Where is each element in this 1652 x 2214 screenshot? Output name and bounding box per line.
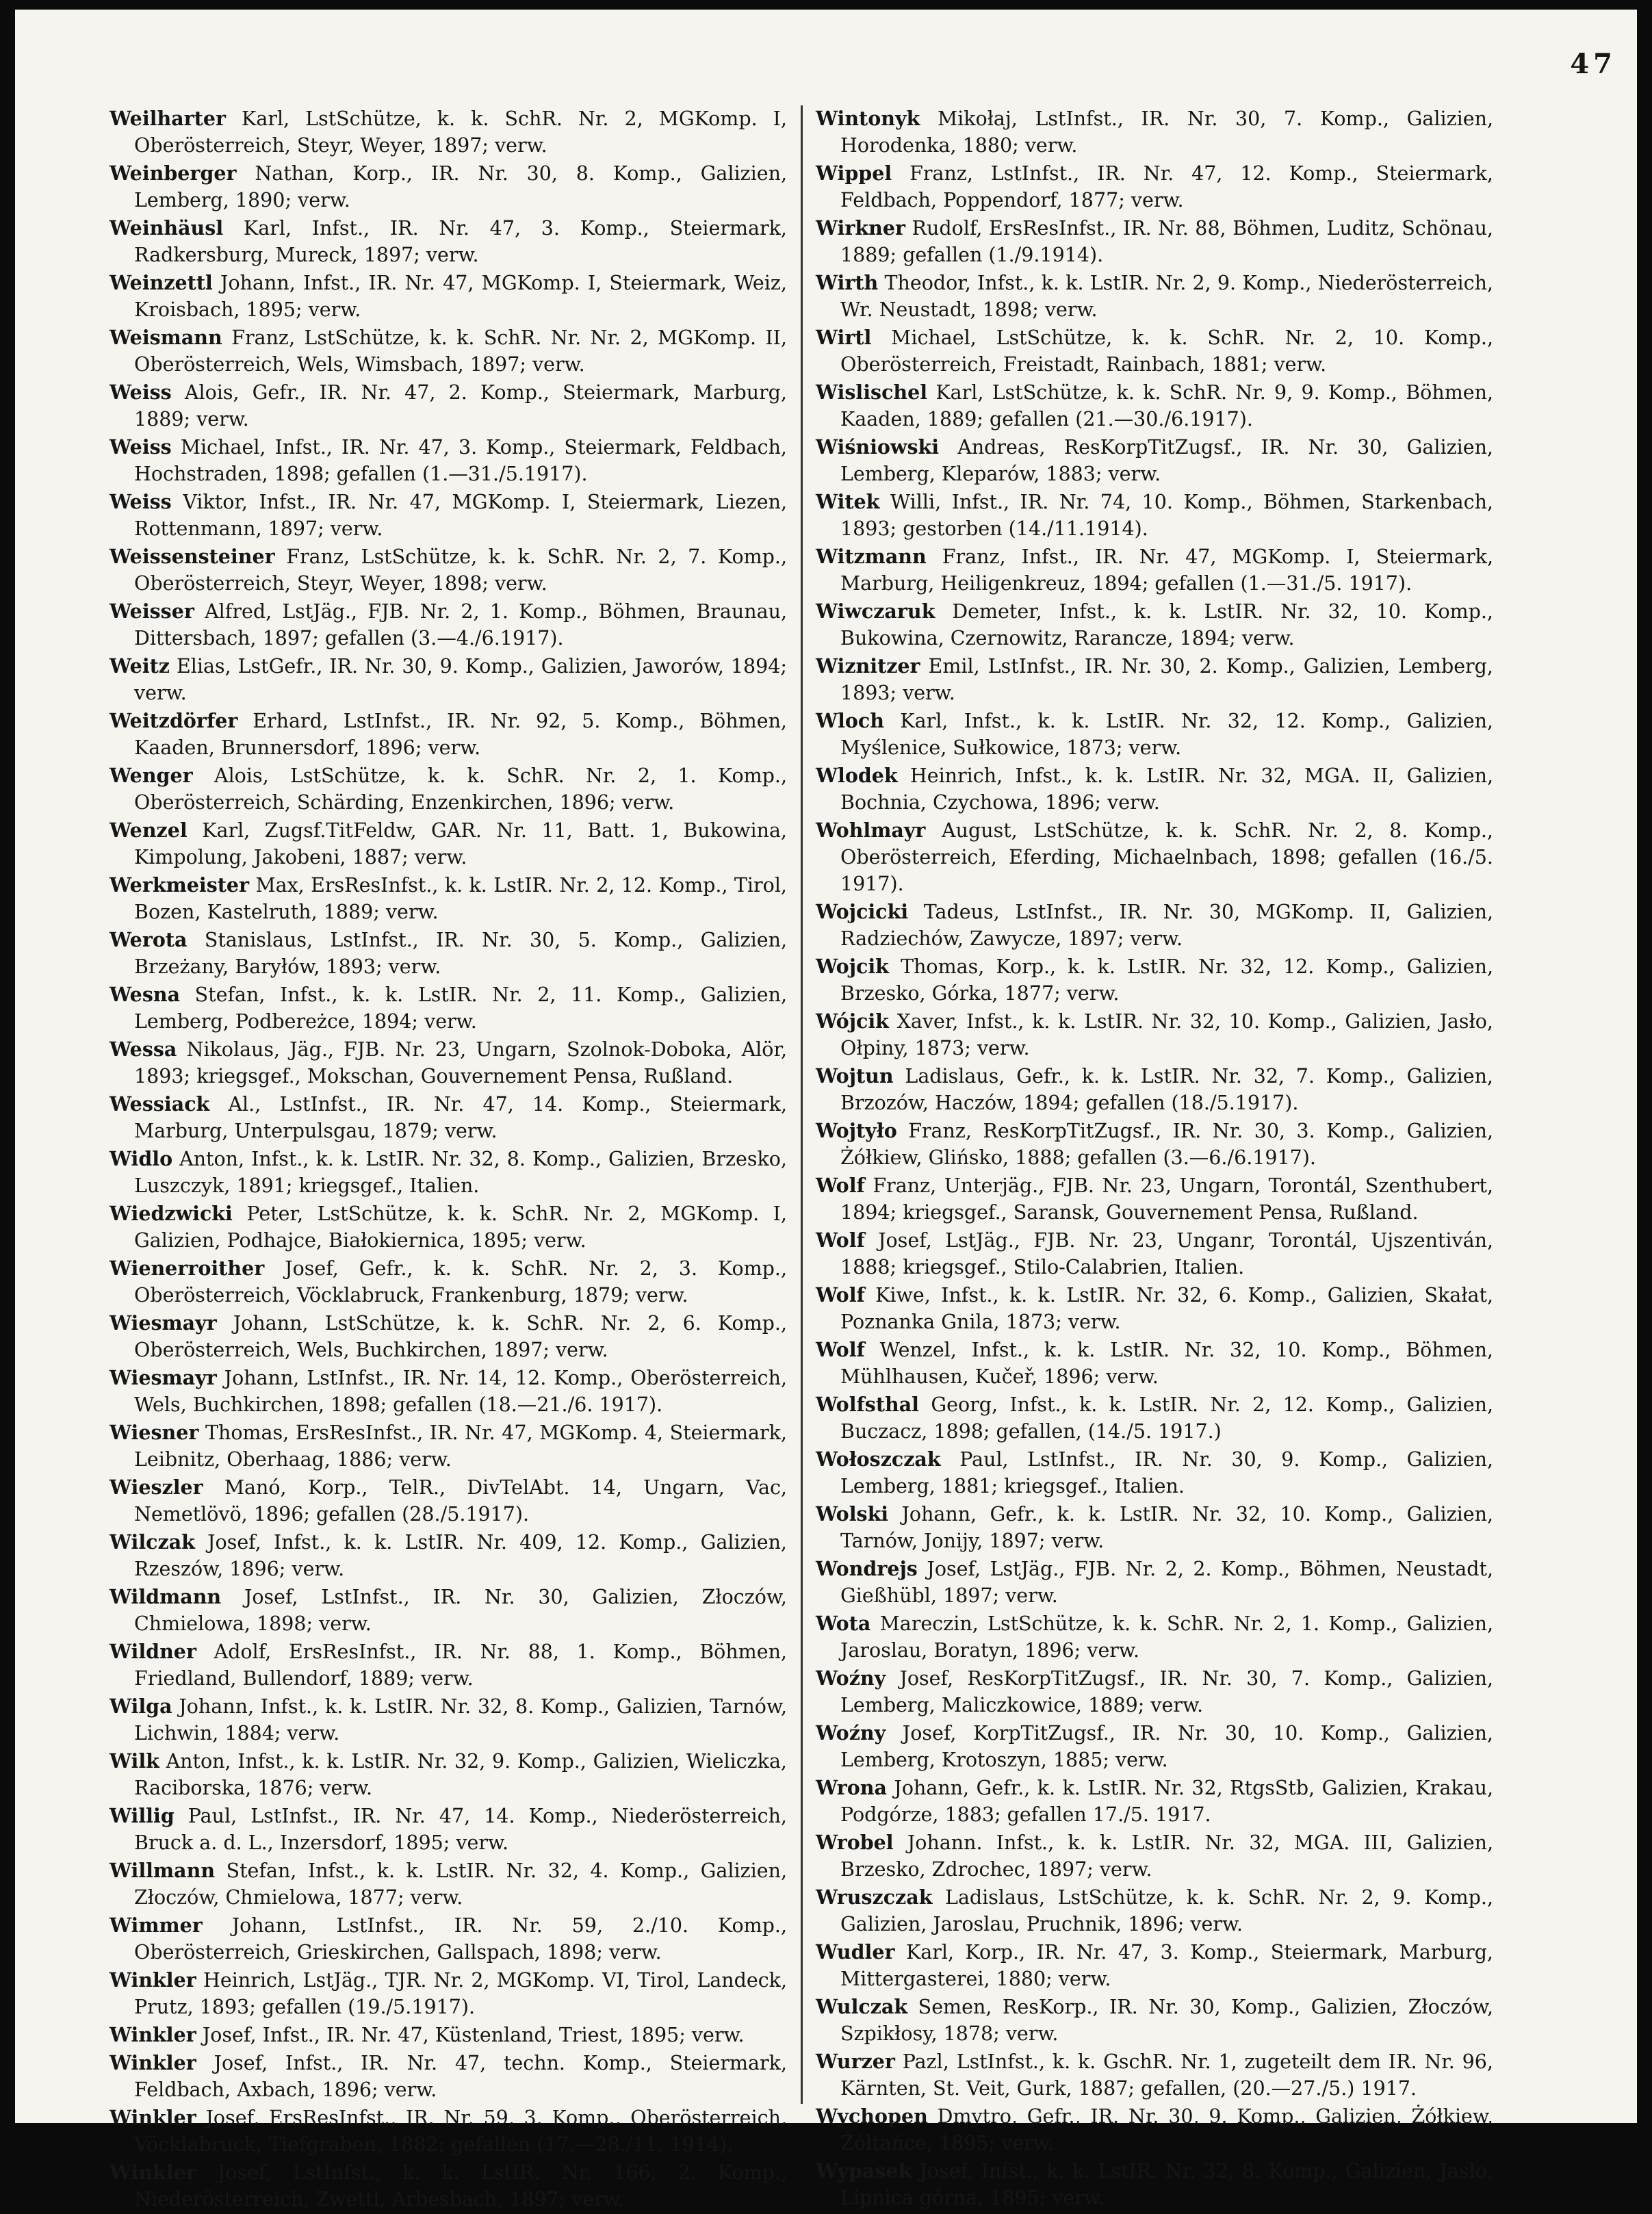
column-divider	[801, 105, 803, 2104]
list-entry	[816, 1172, 1493, 1226]
list-entry	[109, 105, 787, 159]
list-entry	[109, 1474, 787, 1528]
entry-surname: Wesna	[109, 983, 181, 1006]
list-entry	[109, 2159, 787, 2213]
entry-surname: Wruszczak	[816, 1885, 933, 1909]
entry-surname: Winkler	[109, 2023, 196, 2046]
list-entry	[816, 1939, 1493, 1992]
entry-surname: Wilga	[109, 1695, 172, 1718]
entry-details: Paul, LstInfst., IR. Nr. 47, 14. Komp., Niederösterreich, Bruck a. d. L., Inzersdorf, 1895; verw.	[134, 1805, 787, 1854]
entry-details: Andreas, ResKorpTitZugsf., IR. Nr. 30, Galizien, Lemberg, Kleparów, 1883; verw.	[840, 436, 1493, 485]
entry-surname: Wiwczaruk	[816, 600, 935, 623]
entry-surname: Wiznitzer	[816, 654, 920, 678]
list-entry	[109, 1529, 787, 1582]
entry-surname: Wienerroither	[109, 1257, 265, 1280]
list-entry	[816, 1829, 1493, 1883]
entry-details: Ladislaus, LstSchütze, k. k. SchR. Nr. 2, 9. Komp., Galizien, Jaroslau, Pruchnik, 1896; verw.	[840, 1886, 1493, 1935]
entry-details: Josef, Infst., k. k. LstIR. Nr. 32, 8. Komp., Galizien, Jasło, Lipnica górna, 1895; verw.	[840, 2160, 1493, 2209]
entry-details: Max, ErsResInfst., k. k. LstIR. Nr. 2, 12. Komp., Tirol, Bozen, Kastelruth, 1889; verw.	[134, 874, 787, 923]
entry-details: Erhard, LstInfst., IR. Nr. 92, 5. Komp., Böhmen, Kaaden, Brunnersdorf, 1896; verw.	[134, 710, 787, 759]
entry-details: Peter, LstSchütze, k. k. SchR. Nr. 2, MGKomp. I, Galizien, Podhajce, Białokiernica, 1895; verw.	[134, 1202, 787, 1252]
entry-details: Josef, Infst., IR. Nr. 47, Küstenland, Triest, 1895; verw.	[202, 2024, 745, 2046]
entry-details: Emil, LstInfst., IR. Nr. 30, 2. Komp., Galizien, Lemberg, 1893; verw.	[840, 655, 1493, 704]
entry-details: Anton, Infst., k. k. LstIR. Nr. 32, 8. Komp., Galizien, Brzesko, Luszczyk, 1891; kriegsgef., Italien.	[134, 1148, 787, 1197]
entry-surname: Weinzettl	[109, 271, 213, 294]
entry-details: Adolf, ErsResInfst., IR. Nr. 88, 1. Komp., Böhmen, Friedland, Bullendorf, 1889; verw.	[134, 1640, 787, 1690]
list-entry	[816, 1446, 1493, 1499]
list-entry	[816, 489, 1493, 542]
entry-surname: Wislischel	[816, 381, 928, 404]
entry-surname: Weiss	[109, 490, 172, 513]
entry-surname: Wildner	[109, 1640, 196, 1663]
list-entry	[816, 105, 1493, 159]
list-entry	[109, 215, 787, 268]
entry-surname: Witek	[816, 490, 880, 513]
entry-surname: Wilczak	[109, 1530, 195, 1554]
entry-surname: Wildmann	[109, 1585, 222, 1608]
entry-surname: Winkler	[109, 2051, 196, 2074]
list-entry	[816, 215, 1493, 268]
list-entry	[109, 1146, 787, 1199]
entry-surname: Wychopen	[816, 2104, 928, 2128]
list-entry	[816, 1337, 1493, 1390]
entry-surname: Wieszler	[109, 1476, 203, 1499]
right-column	[816, 105, 1493, 2213]
list-entry	[816, 1994, 1493, 2047]
entry-details: Paul, LstInfst., IR. Nr. 30, 9. Komp., Galizien, Lemberg, 1881; kriegsgef., Italien.	[840, 1448, 1494, 1497]
entry-surname: Wimmer	[109, 1914, 203, 1937]
entry-details: Karl, Korp., IR. Nr. 47, 3. Komp., Steiermark, Marburg, Mittergasterei, 1880; verw.	[840, 1941, 1493, 1990]
entry-surname: Weinberger	[109, 162, 237, 185]
entry-surname: Witzmann	[816, 545, 927, 568]
entry-surname: Wirth	[816, 271, 879, 294]
list-entry	[109, 981, 787, 1035]
entry-details: Semen, ResKorp., IR. Nr. 30, Komp., Galizien, Złoczów, Szpikłosy, 1878; verw.	[840, 1996, 1494, 2045]
entry-surname: Wiesmayr	[109, 1366, 217, 1389]
entry-details: Rudolf, ErsResInfst., IR. Nr. 88, Böhmen, Luditz, Schönau, 1889; gefallen (1./9.1914).	[840, 217, 1493, 266]
entry-details: Josef, LstJäg., FJB. Nr. 2, 2. Komp., Böhmen, Neustadt, Gießhübl, 1897; verw.	[840, 1558, 1494, 1607]
list-entry	[109, 1091, 787, 1144]
list-entry	[816, 434, 1493, 487]
list-entry	[816, 2103, 1493, 2157]
entry-surname: Winkler	[109, 1968, 196, 1992]
entry-details: Pazl, LstInfst., k. k. GschR. Nr. 1, zugeteilt dem IR. Nr. 96, Kärnten, St. Veit, Gurk, 1887; gefallen, (20.—27./5.) 1917.	[840, 2050, 1493, 2100]
list-entry	[816, 1556, 1493, 1609]
list-entry	[816, 2048, 1493, 2102]
entry-details: Karl, Infst., IR. Nr. 47, 3. Komp., Steiermark, Radkersburg, Mureck, 1897; verw.	[134, 217, 787, 266]
list-entry	[816, 1720, 1493, 1773]
list-entry	[109, 1365, 787, 1418]
list-entry	[109, 434, 787, 487]
entry-details: Viktor, Infst., IR. Nr. 47, MGKomp. I, Steiermark, Liezen, Rottenmann, 1897; verw.	[134, 491, 788, 540]
entry-details: Karl, Zugsf.TitFeldw, GAR. Nr. 11, Batt. 1, Bukowina, Kimpolung, Jakobeni, 1887; verw.	[134, 819, 787, 868]
entry-surname: Weiss	[109, 381, 172, 404]
entry-details: August, LstSchütze, k. k. SchR. Nr. 2, 8. Komp., Oberösterreich, Eferding, Michaelnbach, 1898; gefallen (16./5. 1917).	[840, 819, 1493, 895]
list-entry	[816, 1008, 1493, 1061]
entry-surname: Wirtl	[816, 326, 872, 349]
entry-details: Johann, Infst., k. k. LstIR. Nr. 32, 8. Komp., Galizien, Tarnów, Lichwin, 1884; verw.	[134, 1695, 787, 1745]
entry-surname: Wloch	[816, 709, 884, 732]
entry-details: Karl, Infst., k. k. LstIR. Nr. 32, 12. Komp., Galizien, Myślenice, Sułkowice, 1873; verw.	[840, 710, 1493, 759]
entry-details: Franz, ResKorpTitZugsf., IR. Nr. 30, 3. Komp., Galizien, Żółkiew, Glińsko, 1888; gefallen (3.—6./6.1917).	[840, 1120, 1494, 1169]
list-entry	[109, 708, 787, 761]
entry-surname: Weisser	[109, 600, 194, 623]
entry-details: Heinrich, LstJäg., TJR. Nr. 2, MGKomp. VI, Tirol, Landeck, Prutz, 1893; gefallen (19./5.1917).	[134, 1969, 788, 2018]
list-entry	[816, 1227, 1493, 1280]
entry-details: Michael, LstSchütze, k. k. SchR. Nr. 2, 10. Komp., Oberösterreich, Freistadt, Rainbach, 1881; verw.	[840, 326, 1494, 376]
entry-details: Josef, ResKorpTitZugsf., IR. Nr. 30, 7. Komp., Galizien, Lemberg, Maliczkowice, 1889; verw.	[840, 1667, 1494, 1716]
entry-surname: Wojcicki	[816, 900, 909, 923]
list-entry	[109, 598, 787, 652]
entry-surname: Wippel	[816, 162, 892, 185]
entry-details: Thomas, Korp., k. k. LstIR. Nr. 32, 12. Komp., Galizien, Brzesko, Górka, 1877; verw.	[840, 955, 1494, 1005]
list-entry	[816, 1118, 1493, 1171]
list-entry	[109, 1200, 787, 1254]
entry-surname: Wintonyk	[816, 107, 920, 130]
entry-details: Mikołaj, LstInfst., IR. Nr. 30, 7. Komp., Galizien, Horodenka, 1880; verw.	[840, 107, 1494, 157]
entry-details: Theodor, Infst., k. k. LstIR. Nr. 2, 9. Komp., Niederösterreich, Wr. Neustadt, 1898; verw.	[840, 272, 1493, 321]
list-entry	[816, 708, 1493, 761]
entry-details: Josef, Infst., IR. Nr. 47, techn. Komp., Steiermark, Feldbach, Axbach, 1896; verw.	[134, 2052, 787, 2101]
list-entry	[109, 2104, 787, 2158]
entry-surname: Wenger	[109, 764, 193, 787]
list-entry	[109, 817, 787, 871]
entry-details: Josef, LstInfst., k. k. LstIR. Nr. 166, 2. Komp., Niederösterreich, Zwettl, Arbesbach, 1897; verw.	[134, 2161, 787, 2211]
entry-surname: Weismann	[109, 326, 222, 349]
entry-details: Alois, LstSchütze, k. k. SchR. Nr. 2, 1. Komp., Oberösterreich, Schärding, Enzenkirchen, 1896; verw.	[134, 764, 788, 814]
entry-details: Johann, Gefr., k. k. LstIR. Nr. 32, 10. Komp., Galizien, Tarnów, Jonijy, 1897; verw.	[840, 1503, 1494, 1552]
list-entry	[109, 653, 787, 706]
list-entry	[816, 953, 1493, 1007]
entry-surname: Wojtun	[816, 1064, 894, 1087]
list-entry	[109, 1310, 787, 1363]
entry-surname: Wojcik	[816, 955, 889, 978]
list-entry	[109, 1967, 787, 2020]
list-entry	[109, 762, 787, 816]
entry-surname: Wrona	[816, 1776, 887, 1799]
entry-surname: Werota	[109, 928, 188, 951]
entry-details: Johann, LstInfst., IR. Nr. 59, 2./10. Komp., Oberösterreich, Grieskirchen, Gallspach, 1898; verw.	[134, 1914, 788, 1964]
entry-details: Demeter, Infst., k. k. LstIR. Nr. 32, 10. Komp., Bukowina, Czernowitz, Rarancze, 1894; verw.	[840, 600, 1493, 649]
list-entry	[109, 1584, 787, 1637]
list-entry	[109, 1693, 787, 1747]
list-entry	[109, 1255, 787, 1309]
entry-surname: Wurzer	[816, 2050, 895, 2073]
list-entry	[816, 1775, 1493, 1828]
entry-surname: Wolfsthal	[816, 1393, 920, 1416]
entry-details: Dmytro, Gefr., IR. Nr. 30, 9. Komp., Galizien, Żółkiew, Żółtańce, 1895; verw.	[840, 2105, 1493, 2154]
list-entry	[816, 1501, 1493, 1554]
entry-details: Johann, Infst., IR. Nr. 47, MGKomp. I, Steiermark, Weiz, Kroisbach, 1895; verw.	[134, 272, 787, 321]
entry-surname: Weitz	[109, 654, 170, 678]
entry-details: Stanislaus, LstInfst., IR. Nr. 30, 5. Komp., Galizien, Brzeżany, Baryłów, 1893; verw.	[134, 929, 787, 978]
list-entry	[816, 817, 1493, 897]
list-entry	[109, 2022, 787, 2048]
entry-surname: Weinhäusl	[109, 216, 224, 240]
entry-surname: Wondrejs	[816, 1557, 918, 1580]
list-entry	[109, 324, 787, 378]
list-entry	[816, 2158, 1493, 2211]
entry-surname: Wojtyło	[816, 1119, 897, 1142]
list-entry	[109, 160, 787, 214]
entry-details: Johann, LstSchütze, k. k. SchR. Nr. 2, 6. Komp., Oberösterreich, Wels, Buchkirchen, 1897; verw.	[134, 1312, 788, 1361]
entry-surname: Wolf	[816, 1228, 865, 1252]
entry-surname: Wessa	[109, 1038, 177, 1061]
entry-surname: Wlodek	[816, 764, 898, 787]
entry-surname: Wilk	[109, 1749, 159, 1773]
entry-surname: Wessiack	[109, 1092, 210, 1116]
entry-details: Josef, Gefr., k. k. SchR. Nr. 2, 3. Komp., Oberösterreich, Vöcklabruck, Frankenburg, 1879; verw.	[134, 1257, 787, 1306]
entry-details: Franz, LstSchütze, k. k. SchR. Nr. 2, 7. Komp., Oberösterreich, Steyr, Weyer, 1898; verw.	[134, 545, 787, 595]
list-entry	[109, 1912, 787, 1966]
entry-details: Alfred, LstJäg., FJB. Nr. 2, 1. Komp., Böhmen, Braunau, Dittersbach, 1897; gefallen (3.—4./6.1917).	[134, 600, 788, 649]
list-entry	[816, 1665, 1493, 1719]
entry-details: Franz, Unterjäg., FJB. Nr. 23, Ungarn, Torontál, Szenthubert, 1894; kriegsgef., Saransk, Gouvernement Pensa, Rußland.	[840, 1174, 1493, 1224]
entry-details: Josef, LstInfst., IR. Nr. 30, Galizien, Złoczów, Chmielowa, 1898; verw.	[134, 1586, 787, 1635]
entry-details: Ladislaus, Gefr., k. k. LstIR. Nr. 32, 7. Komp., Galizien, Brzozów, Haczów, 1894; gefallen (18./5.1917).	[840, 1065, 1493, 1114]
entry-surname: Wolf	[816, 1174, 865, 1197]
list-entry	[109, 2050, 787, 2103]
entry-details: Franz, LstInfst., IR. Nr. 47, 12. Komp., Steiermark, Feldbach, Poppendorf, 1877; verw.	[840, 162, 1493, 211]
left-column	[109, 105, 787, 2214]
entry-surname: Wołoszczak	[816, 1447, 941, 1471]
entry-details: Xaver, Infst., k. k. LstIR. Nr. 32, 10. Komp., Galizien, Jasło, Ołpiny, 1873; verw.	[840, 1010, 1493, 1059]
entry-surname: Wiedzwicki	[109, 1202, 233, 1225]
entry-details: Stefan, Infst., k. k. LstIR. Nr. 2, 11. Komp., Galizien, Lemberg, Podbereżce, 1894; verw.	[134, 983, 788, 1033]
entry-surname: Wudler	[816, 1940, 895, 1964]
entry-details: Manó, Korp., TelR., DivTelAbt. 14, Ungarn, Vac, Nemetlövö, 1896; gefallen (28./5.1917).	[134, 1476, 787, 1526]
entry-surname: Woźny	[816, 1721, 886, 1745]
entry-surname: Weissensteiner	[109, 545, 275, 568]
list-entry	[109, 1638, 787, 1692]
entry-details: Josef, Infst., k. k. LstIR. Nr. 409, 12. Komp., Galizien, Rzeszów, 1896; verw.	[134, 1531, 787, 1580]
list-entry	[816, 1063, 1493, 1116]
entry-details: Anton, Infst., k. k. LstIR. Nr. 32, 9. Komp., Galizien, Wieliczka, Raciborska, 1876; verw.	[134, 1750, 787, 1799]
entry-details: Elias, LstGefr., IR. Nr. 30, 9. Komp., Galizien, Jaworów, 1894; verw.	[134, 655, 787, 704]
entry-details: Johann. Infst., k. k. LstIR. Nr. 32, MGA. III, Galizien, Brzesko, Zdrochec, 1897; verw.	[840, 1831, 1494, 1881]
entry-surname: Wiesmayr	[109, 1311, 217, 1335]
entry-surname: Woźny	[816, 1666, 886, 1690]
entry-surname: Wohlmayr	[816, 819, 926, 842]
entry-details: Franz, LstSchütze, k. k. SchR. Nr. Nr. 2, MGKomp. II, Oberösterreich, Wels, Wimsbach, 1897; verw.	[134, 326, 787, 376]
list-entry	[109, 1803, 787, 1856]
entry-details: Willi, Infst., IR. Nr. 74, 10. Komp., Böhmen, Starkenbach, 1893; gestorben (14./11.1914).	[840, 491, 1493, 540]
list-entry	[109, 1857, 787, 1911]
list-entry	[816, 270, 1493, 323]
entry-details: Josef, LstJäg., FJB. Nr. 23, Unganr, Torontál, Ujszentiván, 1888; kriegsgef., Stilo-Calabrien, Italien.	[840, 1229, 1493, 1278]
list-entry	[109, 1748, 787, 1801]
entry-details: Thomas, ErsResInfst., IR. Nr. 47, MGKomp. 4, Steiermark, Leibnitz, Oberhaag, 1886; verw.	[134, 1421, 787, 1471]
entry-details: Tadeus, LstInfst., IR. Nr. 30, MGKomp. II, Galizien, Radziechów, Zawycze, 1897; verw.	[840, 901, 1494, 950]
entry-surname: Widlo	[109, 1147, 173, 1170]
list-entry	[816, 1391, 1493, 1445]
list-entry	[109, 1419, 787, 1473]
entry-surname: Weiss	[109, 435, 172, 459]
entry-surname: Wolf	[816, 1338, 865, 1361]
list-entry	[109, 489, 787, 542]
entry-details: Johann, Gefr., k. k. LstIR. Nr. 32, RtgsStb, Galizien, Krakau, Podgórze, 1883; gefallen 17./5. 1917.	[840, 1777, 1494, 1826]
entry-surname: Willmann	[109, 1859, 216, 1882]
entry-surname: Wota	[816, 1612, 871, 1635]
entry-details: Alois, Gefr., IR. Nr. 47, 2. Komp., Steiermark, Marburg, 1889; verw.	[134, 381, 787, 430]
list-entry	[816, 598, 1493, 652]
entry-surname: Werkmeister	[109, 873, 250, 897]
entry-details: Stefan, Infst., k. k. LstIR. Nr. 32, 4. Komp., Galizien, Złoczów, Chmielowa, 1877; verw.	[134, 1859, 788, 1909]
list-entry	[816, 899, 1493, 952]
list-entry	[816, 1610, 1493, 1664]
list-entry	[816, 653, 1493, 706]
entry-details: Karl, LstSchütze, k. k. SchR. Nr. 2, MGKomp. I, Oberösterreich, Steyr, Weyer, 1897; verw.	[134, 107, 787, 157]
entry-details: Karl, LstSchütze, k. k. SchR. Nr. 9, 9. Komp., Böhmen, Kaaden, 1889; gefallen (21.—30./6.1917).	[840, 381, 1493, 430]
page-number: 47	[1570, 48, 1616, 80]
list-entry	[816, 160, 1493, 214]
list-entry	[109, 927, 787, 980]
entry-surname: Wiesner	[109, 1421, 199, 1444]
entry-surname: Wypasek	[816, 2159, 912, 2183]
list-entry	[816, 379, 1493, 433]
entry-surname: Winkler	[109, 2106, 196, 2129]
entry-surname: Wolf	[816, 1283, 865, 1306]
list-entry	[109, 379, 787, 433]
entry-details: Michael, Infst., IR. Nr. 47, 3. Komp., Steiermark, Feldbach, Hochstraden, 1898; gefallen (1.—31./5.1917).	[134, 436, 787, 485]
entry-details: Wenzel, Infst., k. k. LstIR. Nr. 32, 10. Komp., Böhmen, Mühlhausen, Kučeř, 1896; verw.	[840, 1339, 1493, 1388]
entry-surname: Wiśniowski	[816, 435, 940, 459]
entry-details: Al., LstInfst., IR. Nr. 47, 14. Komp., Steiermark, Marburg, Unterpulsgau, 1879; verw.	[134, 1093, 787, 1142]
entry-surname: Weilharter	[109, 107, 226, 130]
entry-surname: Wrobel	[816, 1831, 894, 1854]
entry-surname: Wolski	[816, 1502, 889, 1526]
list-entry	[816, 324, 1493, 378]
entry-details: Josef, KorpTitZugsf., IR. Nr. 30, 10. Komp., Galizien, Lemberg, Krotoszyn, 1885; verw.	[840, 1722, 1493, 1771]
entry-surname: Weitzdörfer	[109, 709, 238, 732]
list-entry	[816, 1282, 1493, 1335]
entry-details: Mareczin, LstSchütze, k. k. SchR. Nr. 2, 1. Komp., Galizien, Jaroslau, Boratyn, 1896; verw.	[840, 1612, 1493, 1662]
list-entry	[816, 1884, 1493, 1938]
document-page	[15, 10, 1637, 2211]
list-entry	[109, 543, 787, 597]
entry-details: Heinrich, Infst., k. k. LstIR. Nr. 32, MGA. II, Galizien, Bochnia, Czychowa, 1896; verw.	[840, 764, 1493, 814]
list-entry	[109, 270, 787, 323]
list-entry	[816, 543, 1493, 597]
entry-surname: Wulczak	[816, 1995, 908, 2018]
entry-surname: Wirkner	[816, 216, 905, 240]
entry-details: Nathan, Korp., IR. Nr. 30, 8. Komp., Galizien, Lemberg, 1890; verw.	[134, 162, 788, 211]
list-entry	[109, 872, 787, 925]
entry-surname: Wójcik	[816, 1009, 889, 1033]
entry-surname: Winkler	[109, 2161, 196, 2184]
entry-surname: Wenzel	[109, 819, 188, 842]
entry-details: Nikolaus, Jäg., FJB. Nr. 23, Ungarn, Szolnok-Doboka, Alör, 1893; kriegsgef., Mokschan, Gouvernement Pensa, Rußland.	[134, 1038, 787, 1087]
list-entry	[816, 762, 1493, 816]
entry-details: Georg, Infst., k. k. LstIR. Nr. 2, 12. Komp., Galizien, Buczacz, 1898; gefallen, (14./5. 1917.)	[840, 1393, 1494, 1443]
entry-details: Kiwe, Infst., k. k. LstIR. Nr. 32, 6. Komp., Galizien, Skałat, Poznanka Gnila, 1873; verw.	[840, 1284, 1494, 1333]
entry-surname: Willig	[109, 1804, 175, 1827]
entry-details: Josef, ErsResInfst., IR. Nr. 59, 3. Komp., Oberösterreich, Vöcklabruck, Tiefgraben, 1882; gefallen (17.—28./11. 1914).	[134, 2107, 788, 2156]
entry-details: Franz, Infst., IR. Nr. 47, MGKomp. I, Steiermark, Marburg, Heiligenkreuz, 1894; gefallen (1.—31./5. 1917).	[840, 545, 1493, 595]
list-entry	[109, 1036, 787, 1090]
entry-details: Johann, LstInfst., IR. Nr. 14, 12. Komp., Oberösterreich, Wels, Buchkirchen, 1898; gefallen (18.—21./6. 1917).	[134, 1367, 787, 1416]
